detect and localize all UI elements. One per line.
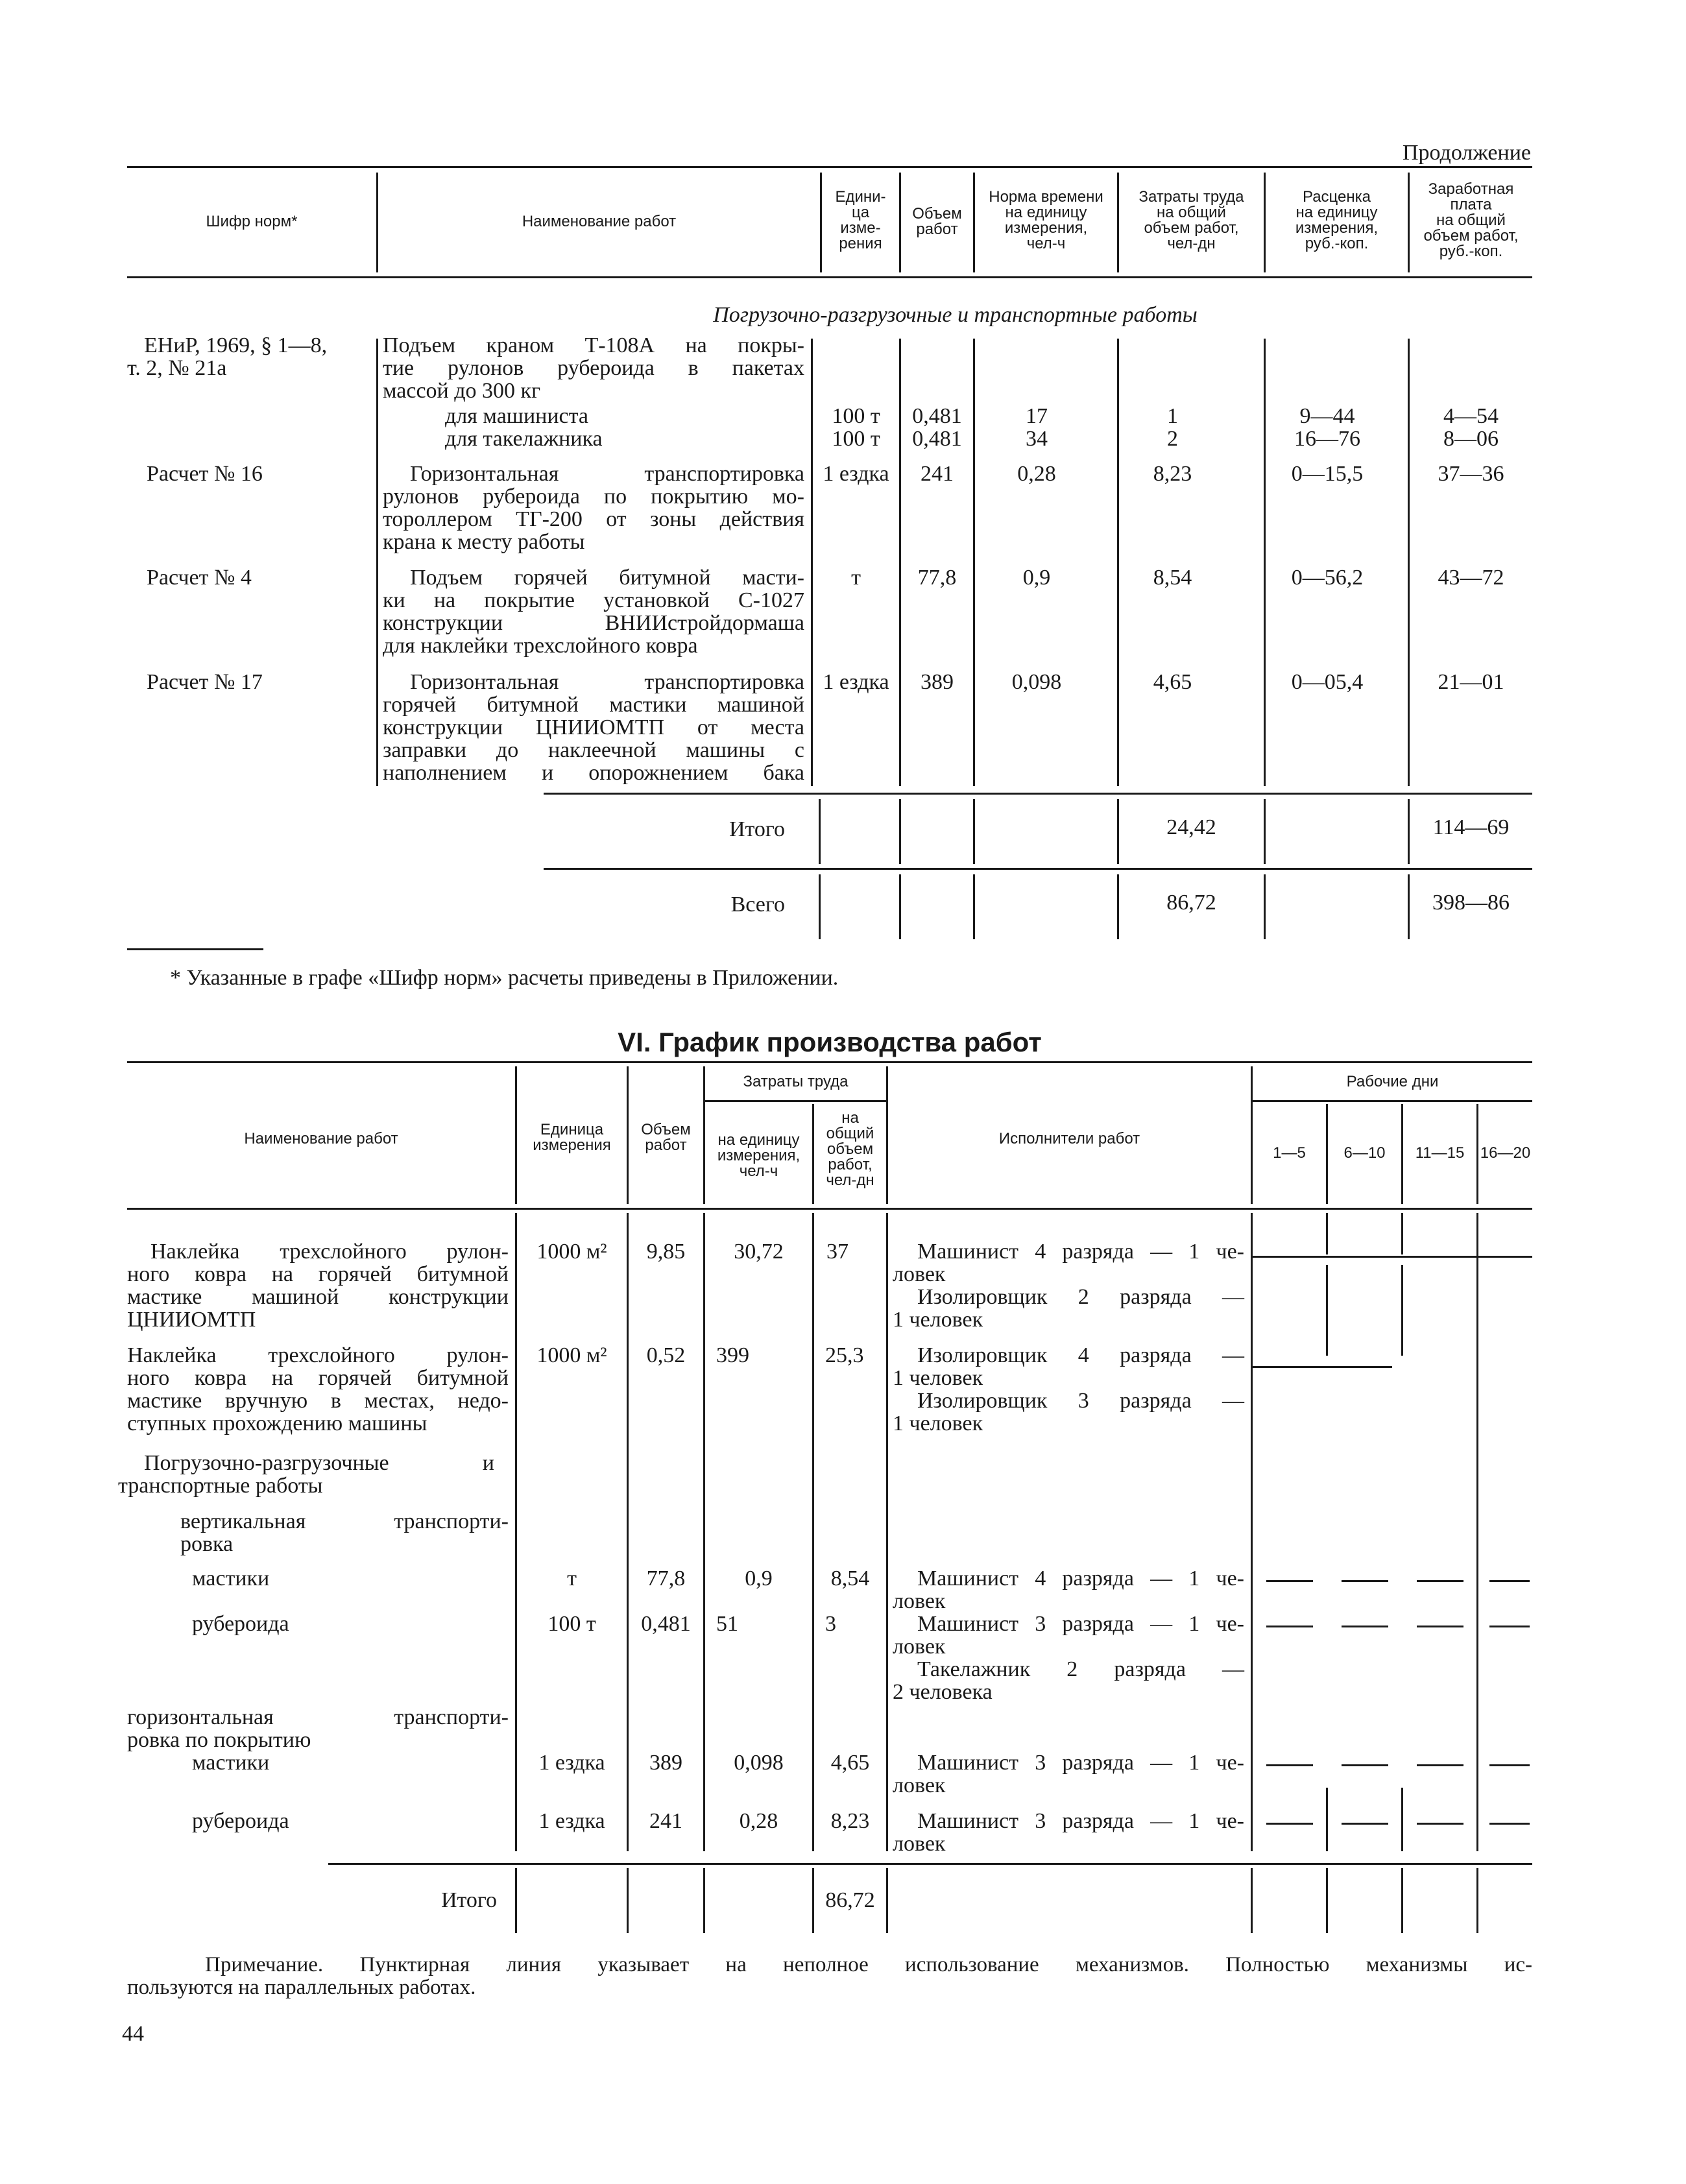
t1-volume: 0,481 <box>912 427 962 451</box>
t2-total: 8,23 <box>830 1809 870 1833</box>
gantt-dash <box>1417 1580 1463 1582</box>
t1-unit: 1 ездка <box>823 462 889 486</box>
t2-total-divider <box>515 1868 517 1933</box>
t1-wage: 8—06 <box>1443 427 1499 451</box>
t2-workers-line: ловек <box>893 1832 946 1856</box>
table1-body-divider <box>376 339 378 786</box>
t1-total-label: Итого <box>729 817 785 841</box>
continuation-label: Продолжение <box>1402 141 1531 165</box>
t1-name-line: Подъем краном Т-108А на покры- <box>383 333 804 357</box>
t2-total-value: 86,72 <box>825 1888 875 1912</box>
t1-name-rigger: для такелажника <box>445 427 603 451</box>
t1-name-line: горячей битумной мастики машиной <box>383 693 804 717</box>
t2-total-divider <box>886 1868 888 1933</box>
gantt-bar-machine-row <box>1252 1256 1532 1258</box>
t2-workers-line: ловек <box>893 1589 946 1613</box>
gantt-dash <box>1489 1580 1530 1582</box>
table2-top-rule <box>127 1061 1532 1063</box>
t2-volume: 77,8 <box>646 1566 686 1590</box>
t2-header-days: Рабочие дни <box>1346 1073 1439 1090</box>
note-line: Примечание. Пунктирная линия указывает на неполное использование механизмов. Полностью механизмы ис- <box>205 1953 1532 1976</box>
t2-unit: 1000 м² <box>536 1343 607 1367</box>
t1-volume: 0,481 <box>912 404 962 428</box>
gantt-dash <box>1489 1823 1530 1825</box>
t2-day-divider <box>1401 1265 1403 1356</box>
t1-rate: 0—56,2 <box>1291 566 1364 590</box>
t2-total: 37 <box>826 1240 849 1264</box>
t2-header-labor: Затраты труда <box>743 1073 849 1090</box>
t1-grand-divider <box>899 874 901 939</box>
t1-name-line: тороллером ТГ-200 от зоны действия <box>383 507 804 531</box>
t2-workers-line: ловек <box>893 1635 946 1659</box>
t1-code-enir-2: т. 2, № 21а <box>127 356 227 380</box>
t2-volume: 0,52 <box>646 1343 686 1367</box>
t2-per-unit: 0,098 <box>734 1751 784 1775</box>
t2-workers-line: Машинист 3 разряда — 1 че- <box>917 1809 1244 1833</box>
t1-unit: 1 ездка <box>823 670 889 694</box>
t1-header-volume: Объем работ <box>912 205 962 238</box>
t2-per-unit: 51 <box>716 1612 738 1636</box>
footnote-text: * Указанные в графе «Шифр норм» расчеты приведены в Приложении. <box>170 966 839 990</box>
t2-day-divider <box>1326 1788 1328 1851</box>
t2-volume: 0,481 <box>641 1612 691 1636</box>
t1-rate: 16—76 <box>1294 427 1360 451</box>
t2-total: 3 <box>825 1612 836 1636</box>
t1-name-line: наполнением и опорожнением бака <box>383 761 804 785</box>
t1-header-rate: Расценка на единицу измерения, руб.-коп. <box>1295 188 1379 252</box>
t1-name-line: для наклейки трехслойного ковра <box>383 634 698 658</box>
t1-norm: 0,28 <box>1017 462 1056 486</box>
t1-grand-labor: 86,72 <box>1166 891 1216 915</box>
t2-per-unit: 399 <box>716 1343 749 1367</box>
t2-workers-line: 2 человека <box>893 1680 993 1704</box>
t1-header-code: Шифр норм* <box>206 213 298 230</box>
t2-header-volume: Объем работ <box>641 1121 691 1154</box>
t2-name-line: вертикальная транспорти- <box>180 1509 509 1533</box>
t2-workers-line: Изолировщик 3 разряда — <box>917 1389 1244 1413</box>
t2-name-line: мастики <box>192 1751 270 1775</box>
table2-header-rule <box>127 1208 1532 1210</box>
t2-name-line: Наклейка трехслойного рулон- <box>127 1343 509 1367</box>
t2-name-line: мастике машиной конструкции <box>127 1285 509 1309</box>
t1-unit: 100 т <box>832 427 880 451</box>
t2-name-line: ровка <box>180 1532 234 1556</box>
t2-name-line: рубероида <box>192 1809 289 1833</box>
t1-name-machinist: для машиниста <box>445 404 588 428</box>
t2-name-line: ровка по покрытию <box>127 1728 311 1752</box>
t2-total-divider <box>1326 1868 1328 1933</box>
t1-name-line: заправки до наклеечной машины с <box>383 738 804 762</box>
t2-total-divider <box>1251 1868 1253 1933</box>
t1-header-wage: Заработная плата на общий объем работ, руб.-коп. <box>1423 180 1519 260</box>
gantt-dash <box>1266 1764 1313 1766</box>
t1-name-line: конструкции ЦНИИОМТП от места <box>383 715 804 739</box>
t1-grand-divider <box>819 874 821 939</box>
t1-name-line: тие рулонов рубероида в пакетах <box>383 356 804 380</box>
t2-workers-line: 1 человек <box>893 1411 983 1435</box>
t2-volume: 9,85 <box>646 1240 686 1264</box>
t2-name-line: транспортные работы <box>118 1474 323 1498</box>
t2-labor-subrule <box>705 1100 886 1102</box>
t1-header-unit: Едини- ца изме- рения <box>835 188 886 252</box>
t1-grand-wage: 398—86 <box>1432 891 1510 915</box>
t2-unit: 1000 м² <box>536 1240 607 1264</box>
t1-total-labor: 24,42 <box>1166 815 1216 839</box>
t1-volume: 241 <box>921 462 954 486</box>
t1-total-rule <box>544 793 1532 795</box>
t2-unit: 100 т <box>548 1612 596 1636</box>
t1-header-name: Наименование работ <box>522 213 677 230</box>
t2-total-label: Итого <box>440 1888 497 1912</box>
t1-volume: 77,8 <box>917 566 957 590</box>
t1-labor: 4,65 <box>1153 670 1192 694</box>
t1-name-line: крана к месту работы <box>383 530 585 554</box>
t2-total: 4,65 <box>830 1751 870 1775</box>
t2-workers-line: Машинист 3 разряда — 1 че- <box>917 1751 1244 1775</box>
t2-name-line: мастике вручную в местах, недо- <box>127 1389 509 1413</box>
t1-grand-divider <box>1264 874 1266 939</box>
gantt-dash <box>1417 1626 1463 1627</box>
t1-norm: 34 <box>1026 427 1048 451</box>
t1-header-norm: Норма времени на единицу измерения, чел-ч <box>989 188 1103 252</box>
gantt-dash <box>1489 1626 1530 1627</box>
t2-total: 25,3 <box>825 1343 864 1367</box>
gantt-dash <box>1342 1764 1388 1766</box>
t2-total-divider <box>627 1868 629 1933</box>
gantt-dash <box>1342 1626 1388 1627</box>
t2-name-line: горизонтальная транспорти- <box>127 1705 509 1729</box>
t2-workers-line: ловек <box>893 1773 946 1797</box>
t2-name-line: мастики <box>192 1566 270 1590</box>
t2-header-name: Наименование работ <box>244 1130 398 1147</box>
gantt-bar-manual-row <box>1252 1366 1392 1368</box>
t1-norm: 17 <box>1026 404 1048 428</box>
t1-wage: 21—01 <box>1438 670 1504 694</box>
t1-name-line: конструкции ВНИИстройдормаша <box>383 611 804 635</box>
t1-name-line: Горизонтальная транспортировка <box>410 670 804 694</box>
t2-name-line: Наклейка трехслойного рулон- <box>151 1240 509 1264</box>
t1-total-divider <box>899 799 901 864</box>
t2-unit: 1 ездка <box>538 1809 605 1833</box>
note-line: пользуются на параллельных работах. <box>127 1976 476 1999</box>
t1-rate: 0—15,5 <box>1291 462 1364 486</box>
t1-norm: 0,098 <box>1011 670 1062 694</box>
t2-name-line: ступных прохождению машины <box>127 1411 428 1435</box>
t2-body-divider <box>886 1213 888 1851</box>
t1-name-line: ки на покрытие установкой С-1027 <box>383 588 804 612</box>
t2-header-per-unit: на единицу измерения, чел-ч <box>717 1131 801 1180</box>
t2-header-total: на общий объем работ, чел-дн <box>826 1109 874 1189</box>
t2-volume: 389 <box>649 1751 682 1775</box>
t2-per-unit: 0,9 <box>745 1566 773 1590</box>
t1-unit: 100 т <box>832 404 880 428</box>
t1-norm: 0,9 <box>1022 566 1051 590</box>
gantt-dash <box>1266 1823 1313 1825</box>
t1-unit: т <box>851 566 861 590</box>
t2-total-rule <box>328 1863 1532 1865</box>
t1-volume: 389 <box>921 670 954 694</box>
t2-unit: 1 ездка <box>538 1751 605 1775</box>
t1-code: Расчет № 17 <box>147 670 263 694</box>
t2-name-line: ного ковра на горячей битумной <box>127 1366 509 1390</box>
t2-workers-line: 1 человек <box>893 1366 983 1390</box>
t2-days-subrule <box>1252 1100 1532 1102</box>
t1-labor: 2 <box>1167 427 1178 451</box>
t1-total-divider <box>819 799 821 864</box>
t1-rate: 0—05,4 <box>1291 670 1364 694</box>
t1-name-line: рулонов рубероида по покрытию мо- <box>383 485 804 509</box>
t2-header-workers: Исполнители работ <box>998 1130 1140 1147</box>
t2-header-day-col: 1—5 <box>1273 1144 1306 1162</box>
section-title: VI. График производства работ <box>618 1027 1042 1057</box>
t2-header-day-col: 16—20 <box>1480 1144 1531 1162</box>
t1-grand-divider <box>973 874 975 939</box>
t1-labor: 8,23 <box>1153 462 1192 486</box>
t2-day-divider <box>1476 1213 1478 1851</box>
t1-rate: 9—44 <box>1299 404 1355 428</box>
t1-wage: 37—36 <box>1438 462 1504 486</box>
t2-name-line: ЦНИИОМТП <box>127 1308 256 1332</box>
t1-grand-rule <box>544 868 1532 870</box>
t2-workers-line: Машинист 4 разряда — 1 че- <box>917 1240 1244 1264</box>
t1-labor: 1 <box>1167 404 1178 428</box>
t2-total-divider <box>1476 1868 1478 1933</box>
t1-total-wage: 114—69 <box>1432 815 1510 839</box>
gantt-dash <box>1342 1823 1388 1825</box>
t2-workers-line: Изолировщик 4 разряда — <box>917 1343 1244 1367</box>
gantt-dash <box>1489 1764 1530 1766</box>
t1-name-line: массой до 300 кг <box>383 379 541 403</box>
t2-name-line: Погрузочно-разгрузочные и <box>144 1451 494 1475</box>
t2-header-day-col: 11—15 <box>1415 1144 1465 1162</box>
t2-total-divider <box>703 1868 705 1933</box>
t2-per-unit: 30,72 <box>734 1240 784 1264</box>
gantt-dash <box>1266 1626 1313 1627</box>
t2-body-divider <box>1251 1213 1253 1851</box>
t2-per-unit: 0,28 <box>739 1809 778 1833</box>
t2-volume: 241 <box>649 1809 682 1833</box>
t1-name-line: Горизонтальная транспортировка <box>410 462 804 486</box>
t2-total-divider <box>1401 1868 1403 1933</box>
t1-code: Расчет № 16 <box>147 462 263 486</box>
t2-workers-line: 1 человек <box>893 1308 983 1332</box>
gantt-dash <box>1417 1823 1463 1825</box>
table1-header-rule <box>127 276 1532 278</box>
t1-header-labor: Затраты труда на общий объем работ, чел-дн <box>1138 188 1244 252</box>
t2-header-day-col: 6—10 <box>1343 1144 1386 1162</box>
t2-total: 8,54 <box>830 1566 870 1590</box>
footnote-rule <box>127 948 263 950</box>
t1-wage: 43—72 <box>1438 566 1504 590</box>
t1-total-divider <box>973 799 975 864</box>
t1-name-line: Подъем горячей битумной масти- <box>410 566 804 590</box>
t1-code-enir-1: ЕНиР, 1969, § 1—8, <box>144 333 328 357</box>
t2-name-line: ного ковра на горячей битумной <box>127 1262 509 1286</box>
t1-wage: 4—54 <box>1443 404 1499 428</box>
t2-name-line: рубероида <box>192 1612 289 1636</box>
t2-workers-line: Машинист 4 разряда — 1 че- <box>917 1566 1244 1590</box>
t2-header-unit: Единица измерения <box>533 1121 611 1154</box>
t1-labor: 8,54 <box>1153 566 1192 590</box>
t1-total-divider <box>1264 799 1266 864</box>
gantt-dash <box>1342 1580 1388 1582</box>
t2-workers-line: Машинист 3 разряда — 1 че- <box>917 1612 1244 1636</box>
t1-grand-label: Всего <box>730 893 785 917</box>
t2-day-divider <box>1326 1265 1328 1356</box>
t1-section-heading: Погрузочно-разгрузочные и транспортные работы <box>713 303 1198 327</box>
gantt-dash <box>1266 1580 1313 1582</box>
table1-top-rule <box>127 166 1532 168</box>
t2-day-divider <box>1326 1213 1328 1254</box>
t2-unit: т <box>567 1566 577 1590</box>
t2-workers-line: Изолировщик 2 разряда — <box>917 1285 1244 1309</box>
t2-day-divider <box>1401 1213 1403 1254</box>
t2-day-divider <box>1401 1788 1403 1851</box>
t2-workers-line: Такелажник 2 разряда — <box>917 1657 1244 1681</box>
t1-code: Расчет № 4 <box>147 566 252 590</box>
t2-workers-line: ловек <box>893 1262 946 1286</box>
page-number: 44 <box>122 2022 144 2046</box>
gantt-dash <box>1417 1764 1463 1766</box>
